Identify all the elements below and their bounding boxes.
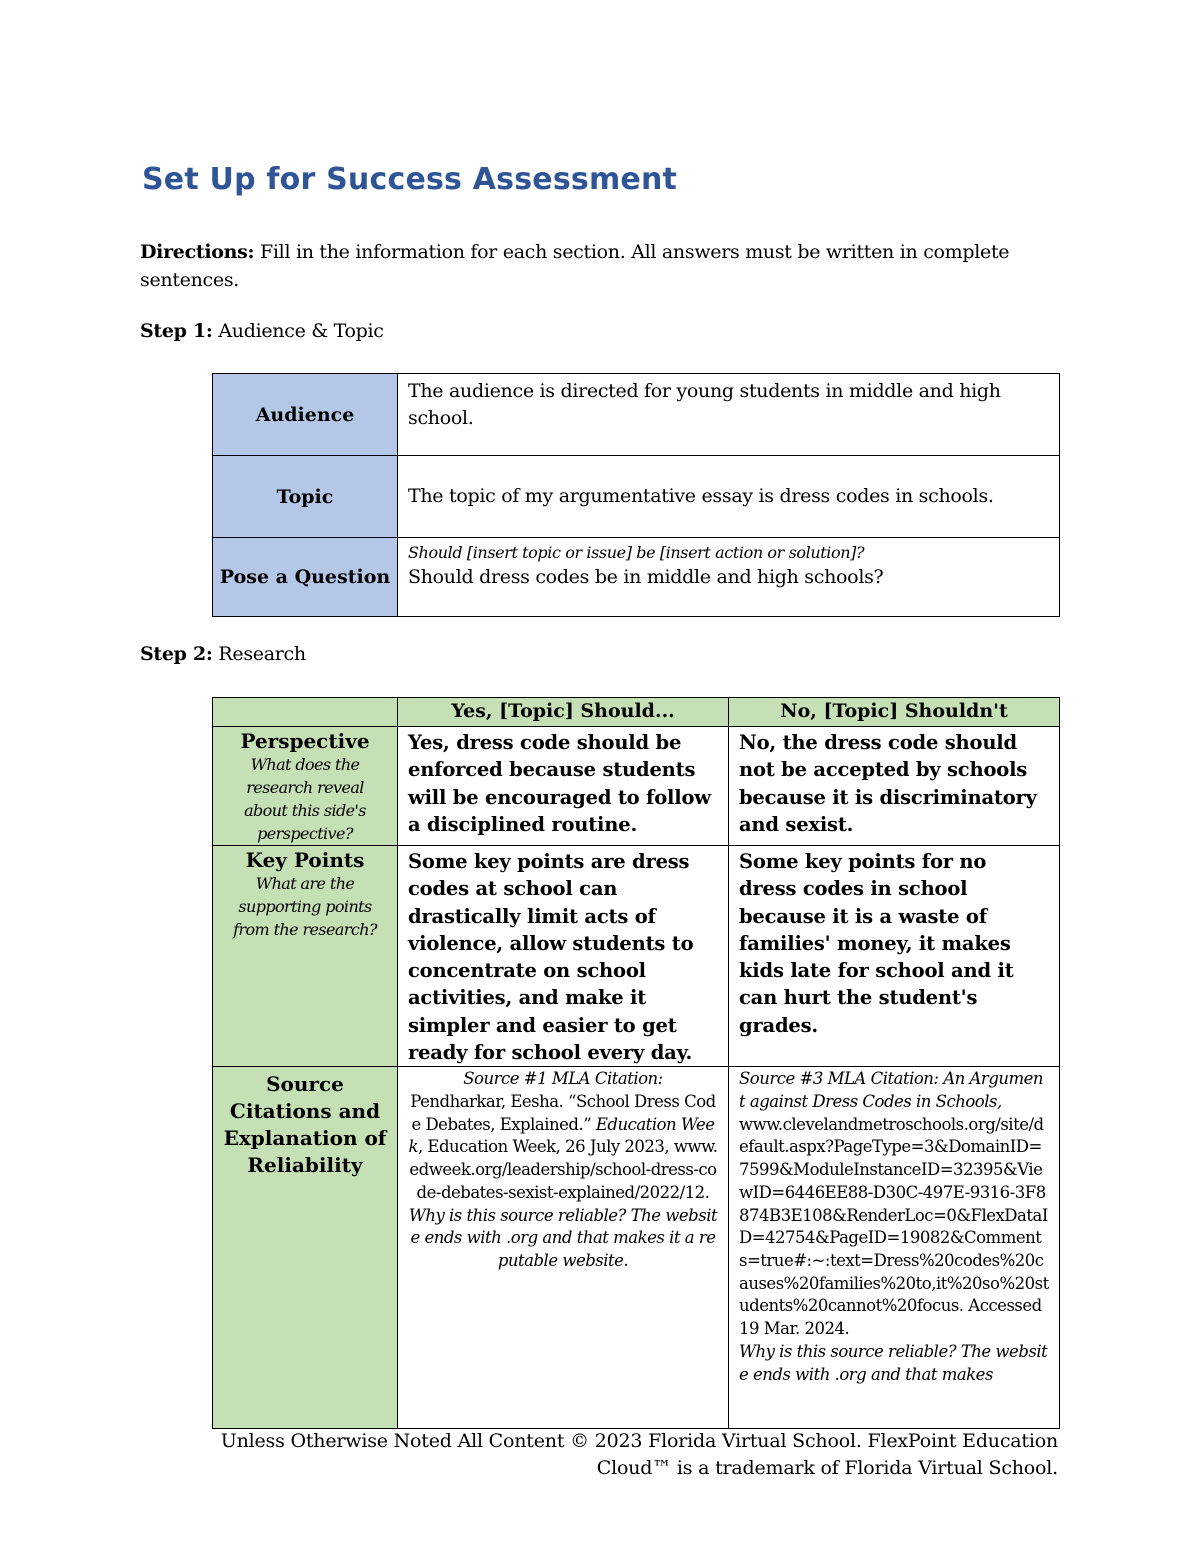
source1-text-b: , Education Week, 26 July 2023, www.edweek.org/leadership/school-dress-code-debates-sexist-explained/2022/12. xyxy=(409,1137,718,1202)
directions-text: Fill in the information for each section. All answers must be written in complete sentences. xyxy=(140,241,1010,291)
copyright-footer: Unless Otherwise Noted All Content © 2023 Florida Virtual School. FlexPoint Education Cloud™ is a trademark of Florida Virtual School. xyxy=(220,1430,1058,1479)
source1-cell xyxy=(398,1067,729,1429)
source-title: Source Citations and Explanation of Reliability xyxy=(223,1072,387,1178)
col-header-yes: Yes, [Topic] Should... xyxy=(398,698,729,727)
perspective-yes-cell xyxy=(398,727,729,846)
source1-publication: Education Week xyxy=(408,1114,715,1157)
corner-cell xyxy=(213,698,398,727)
perspective-row-header xyxy=(213,727,398,846)
source3-citation xyxy=(729,1067,1059,1427)
source1-text-a: Pendharkar, Eesha. “School Dress Code Debates, Explained.” xyxy=(410,1092,716,1134)
keypoints-row-header xyxy=(213,846,398,1067)
keypoints-yes-cell xyxy=(398,846,729,1067)
perspective-no: No, the dress code should not be accepted by schools because it is discriminatory and sexist. xyxy=(739,731,1037,836)
question-cell xyxy=(398,538,1060,617)
page-title: Set Up for Success Assessment xyxy=(142,162,678,197)
source1-citation xyxy=(398,1067,728,1273)
keypoints-title: Key Points xyxy=(245,848,365,872)
source3-cell xyxy=(729,1067,1060,1429)
source3-label: Source #3 MLA Citation: An Argument against Dress Codes in Schools, xyxy=(739,1069,1044,1112)
topic-label: Topic xyxy=(213,456,398,538)
audience-topic-table xyxy=(212,373,1060,617)
audience-label: Audience xyxy=(213,374,398,456)
keypoints-no-cell xyxy=(729,846,1060,1067)
topic-value: The topic of my argumentative essay is dress codes in schools. xyxy=(398,456,1060,538)
directions-paragraph xyxy=(140,238,1060,294)
question-hint: Should [insert topic or issue] be [insert action or solution]? xyxy=(408,543,865,562)
source-row-header xyxy=(213,1067,398,1429)
research-table xyxy=(212,697,1060,1429)
question-value: Should dress codes be in middle and high schools? xyxy=(408,566,884,588)
source3-reliability: Why is this source reliable? The website ends with .org and that makes xyxy=(739,1341,1048,1384)
source1-reliability: Why is this source reliable? The website ends with .org and that makes it a reputable website. xyxy=(408,1205,718,1270)
perspective-sub: What does the research reveal about this side's perspective? xyxy=(244,755,366,843)
step2-text: Research xyxy=(212,643,306,665)
col-header-no: No, [Topic] Shouldn't xyxy=(729,698,1060,727)
audience-value: The audience is directed for young students in middle and high school. xyxy=(398,374,1060,456)
perspective-title: Perspective xyxy=(240,729,370,753)
step2-heading xyxy=(140,643,306,665)
source3-text: www.clevelandmetroschools.org/site/default.aspx?PageType=3&DomainID=7599&ModuleInstanceID=32395&ViewID=6446EE88-D30C-497E-9316-3F8874B3E108&RenderLoc=0&FlexDataID=42754&PageID=19082&Comments=true#:~:text=Dress%20codes%20causes%20families%20to,it%20so%20students%20cannot%20focus. Accessed 19 Mar. 2024. xyxy=(739,1114,1049,1339)
source1-label: Source #1 MLA Citation: xyxy=(463,1069,663,1089)
keypoints-sub: What are the supporting points from the research? xyxy=(233,874,377,939)
step1-heading xyxy=(140,320,384,342)
keypoints-yes: Some key points are dress codes at school can drastically limit acts of violence, allow students to concentrate on school activities, and make it simpler and easier to get ready for school every day. xyxy=(408,850,694,1065)
keypoints-no: Some key points for no dress codes in school because it is a waste of families' money, it makes kids late for school and it can hurt the student's grades. xyxy=(739,850,1014,1037)
directions-label: Directions: xyxy=(140,241,255,263)
step1-text: Audience & Topic xyxy=(212,320,384,342)
question-label: Pose a Question xyxy=(213,538,398,617)
perspective-no-cell xyxy=(729,727,1060,846)
step1-label: Step 1: xyxy=(140,320,213,342)
step2-label: Step 2: xyxy=(140,643,213,665)
perspective-yes: Yes, dress code should be enforced because students will be encouraged to follow a disciplined routine. xyxy=(408,731,711,836)
